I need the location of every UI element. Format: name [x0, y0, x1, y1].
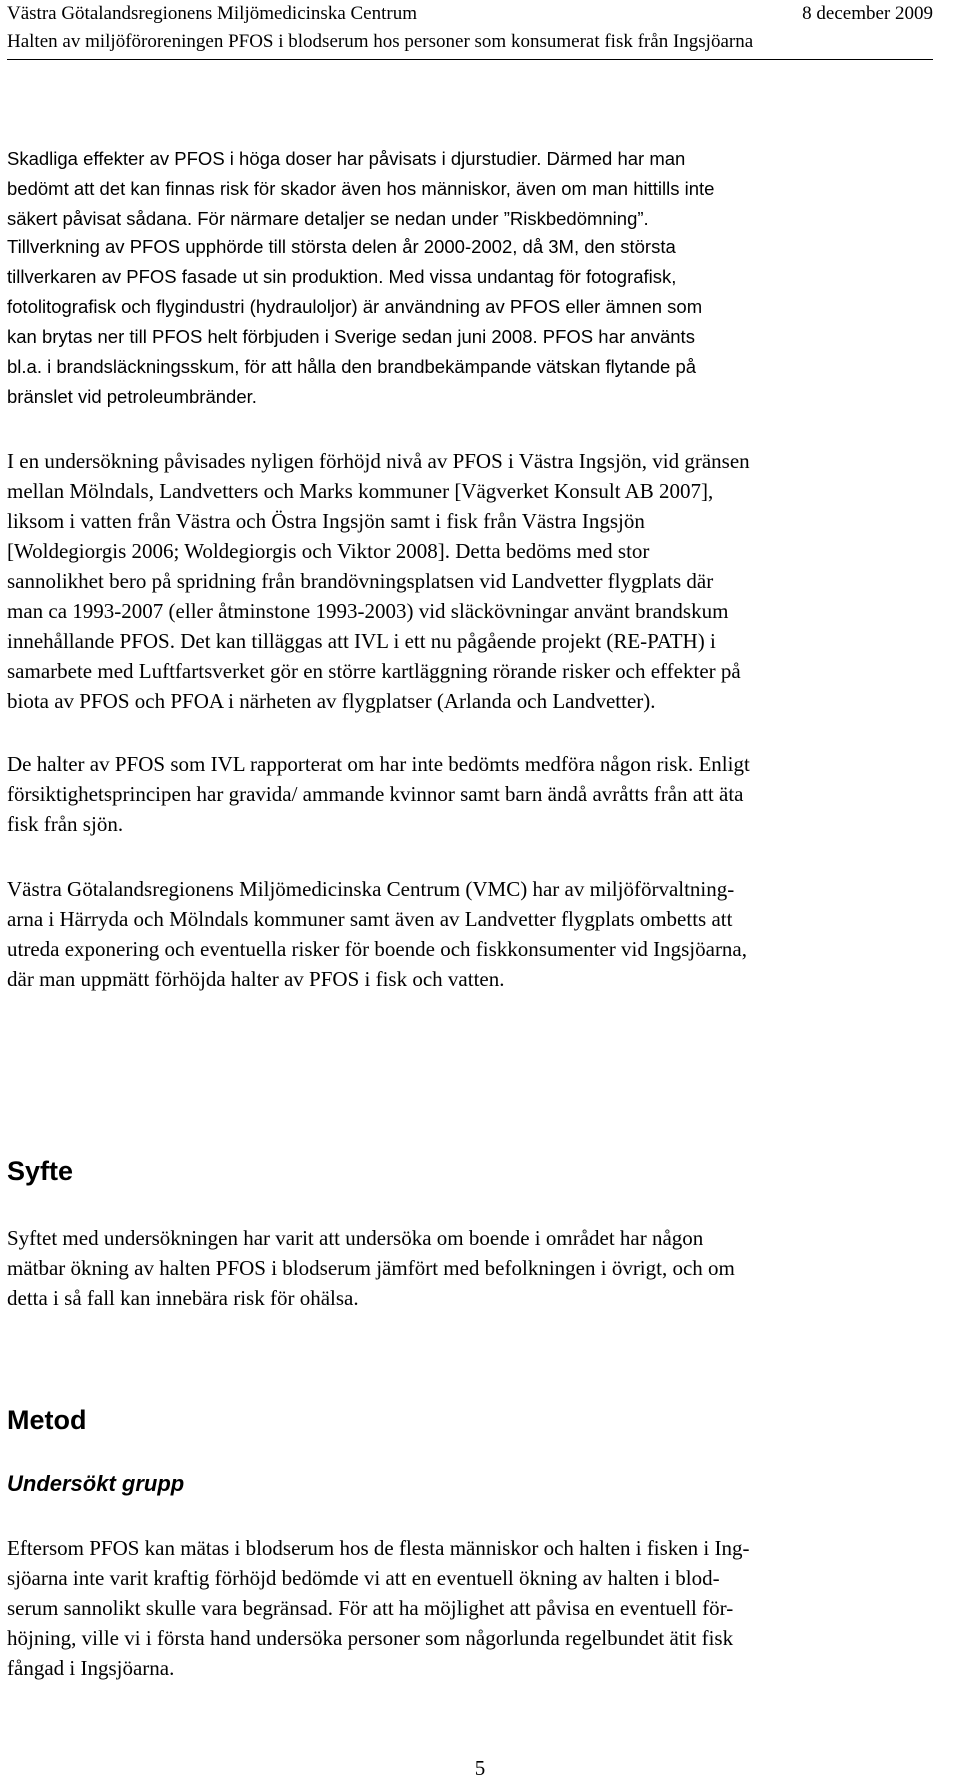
- text-line: fångad i Ingsjöarna.: [7, 1656, 175, 1680]
- text-line: bränslet vid petroleumbränder.: [7, 386, 257, 407]
- text-line: liksom i vatten från Västra och Östra Ingsjön samt i fisk från Västra Ingsjön: [7, 509, 645, 533]
- text-line: bl.a. i brandsläckningsskum, för att hålla den brandbekämpande vätskan flytande på: [7, 356, 697, 377]
- text-line: man ca 1993-2007 (eller åtminstone 1993-2003) vid släckövningar använt brandskum: [7, 599, 729, 623]
- text-line: Eftersom PFOS kan mätas i blodserum hos de flesta människor och halten i fisken i Ing-: [7, 1536, 750, 1560]
- text-line: biota av PFOS och PFOA i närheten av flygplatser (Arlanda och Landvetter).: [7, 689, 656, 713]
- text-line: höjning, ville vi i första hand undersöka personer som någorlunda regelbundet ätit fisk: [7, 1626, 734, 1650]
- text-line: säkert påvisat sådana. För närmare detaljer se nedan under ”Riskbedömning”.: [7, 208, 649, 229]
- text-line: serum sannolikt skulle vara begränsad. För att ha möjlighet att påvisa en eventuell för-: [7, 1596, 734, 1620]
- paragraph-intro: [7, 144, 940, 234]
- header-document-title: Halten av miljöföroreningen PFOS i blodserum hos personer som konsumerat fisk från Ingsjöarna: [7, 31, 754, 52]
- paragraph-investigation: [7, 446, 940, 716]
- text-line: mellan Mölndals, Landvetters och Marks kommuner [Vägverket Konsult AB 2007],: [7, 479, 714, 503]
- text-line: Syftet med undersökningen har varit att undersöka om boende i området har någon: [7, 1226, 704, 1250]
- text-line: samarbete med Luftfartsverket gör en större kartläggning rörande risker och effekter på: [7, 659, 741, 683]
- text-line: [Woldegiorgis 2006; Woldegiorgis och Viktor 2008]. Detta bedöms med stor: [7, 539, 650, 563]
- text-line: kan brytas ner till PFOS helt förbjuden i Sverige sedan juni 2008. PFOS har använts: [7, 326, 695, 347]
- header-organization: Västra Götalandsregionens Miljömedicinska Centrum: [7, 3, 417, 24]
- subheading-undersokt-grupp: Undersökt grupp: [7, 1471, 185, 1496]
- text-line: fotolitografisk och flygindustri (hydrauloljor) är användning av PFOS eller ämnen som: [7, 296, 703, 317]
- text-line: I en undersökning påvisades nyligen förhöjd nivå av PFOS i Västra Ingsjön, vid gränsen: [7, 449, 750, 473]
- text-line: fisk från sjön.: [7, 812, 124, 836]
- header-date: 8 december 2009: [802, 3, 933, 24]
- paragraph-vmc: [7, 874, 940, 994]
- text-line: detta i så fall kan innebära risk för ohälsa.: [7, 1286, 359, 1310]
- text-line: Skadliga effekter av PFOS i höga doser har påvisats i djurstudier. Därmed har man: [7, 148, 686, 169]
- text-line: Västra Götalandsregionens Miljömedicinska Centrum (VMC) har av miljöförvaltning-: [7, 877, 735, 901]
- header-top-row: [7, 0, 933, 28]
- text-line: sannolikhet bero på spridning från brandövningsplatsen vid Landvetter flygplats där: [7, 569, 714, 593]
- page-number: 5: [474, 1756, 486, 1780]
- text-line: utreda exponering och eventuella risker för boende och fiskkonsumenter vid Ingsjöarna,: [7, 937, 748, 961]
- text-line: De halter av PFOS som IVL rapporterat om har inte bedömts medföra någon risk. Enligt: [7, 752, 750, 776]
- paragraph-risk: [7, 749, 940, 839]
- text-line: mätbar ökning av halten PFOS i blodserum jämfört med befolkningen i övrigt, och om: [7, 1256, 735, 1280]
- text-line: bedömt att det kan finnas risk för skador även hos människor, även om man hittills inte: [7, 178, 715, 199]
- text-line: Tillverkning av PFOS upphörde till största delen år 2000-2002, då 3M, den största: [7, 236, 676, 257]
- paragraph-metod: [7, 1533, 940, 1683]
- header-divider: [7, 59, 933, 60]
- paragraph-production: [7, 232, 940, 412]
- heading-metod: Metod: [7, 1405, 87, 1435]
- text-line: innehållande PFOS. Det kan tilläggas att IVL i ett nu pågående projekt (RE-PATH) i: [7, 629, 716, 653]
- paragraph-syfte: [7, 1223, 940, 1313]
- heading-syfte: Syfte: [7, 1156, 74, 1186]
- text-line: arna i Härryda och Mölndals kommuner samt även av Landvetter flygplats ombetts att: [7, 907, 733, 931]
- text-line: sjöarna inte varit kraftig förhöjd bedömde vi att en eventuell ökning av halten i blod-: [7, 1566, 720, 1590]
- text-line: försiktighetsprincipen har gravida/ ammande kvinnor samt barn ändå avråtts från att äta: [7, 782, 744, 806]
- text-line: där man uppmätt förhöjda halter av PFOS i fisk och vatten.: [7, 967, 505, 991]
- page-header: [7, 0, 933, 60]
- text-line: tillverkaren av PFOS fasade ut sin produktion. Med vissa undantag för fotografisk,: [7, 266, 677, 287]
